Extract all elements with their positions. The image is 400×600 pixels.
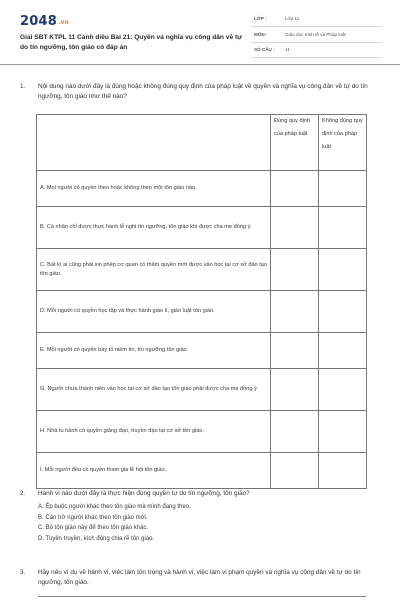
answer-options: [38, 502, 191, 544]
answer-cell-incorrect[interactable]: [319, 207, 367, 249]
statement-cell: C. Bất kì ai cũng phải xin phép cơ quan có thẩm quyền mới được vào học tại cơ sở đào tạo tôn giáo.: [37, 249, 271, 291]
answer-table: [36, 114, 367, 489]
answer-cell-incorrect[interactable]: [319, 369, 367, 411]
site-logo[interactable]: [20, 14, 69, 29]
meta-row-count: [252, 45, 382, 58]
answer-option[interactable]: C. Bỏ tôn giáo này để theo tôn giáo khác.: [38, 525, 149, 532]
answer-cell-incorrect[interactable]: [319, 333, 367, 369]
answer-cell-correct[interactable]: [271, 171, 319, 207]
meta-value: Lớp 11: [285, 16, 300, 21]
answer-cell-incorrect[interactable]: [319, 171, 367, 207]
statement-cell: A. Mọi người có quyền theo hoặc không theo một tôn giáo nào.: [37, 171, 271, 207]
table-row: [37, 453, 367, 489]
question-text: Hành vi nào dưới đây là thực hiện đúng quyền tự do tín ngưỡng, tôn giáo?: [38, 490, 250, 497]
answer-cell-incorrect[interactable]: [319, 453, 367, 489]
question-number: 1.: [20, 83, 26, 90]
header-divider: [0, 64, 400, 65]
statement-cell: I. Mỗi người đều có quyền tham gia lễ hội tôn giáo.: [37, 453, 271, 489]
meta-row-subject: [252, 30, 382, 43]
answer-cell-correct[interactable]: [271, 333, 319, 369]
answer-cell-correct[interactable]: [271, 369, 319, 411]
document-title: Giải SBT KTPL 11 Cánh diều Bài 21: Quyền và nghĩa vụ công dân về tự do tín ngưỡng, tôn giáo có đáp án: [20, 34, 242, 51]
answer-cell-incorrect[interactable]: [319, 411, 367, 453]
table-row: [37, 249, 367, 291]
answer-cell-correct[interactable]: [271, 249, 319, 291]
table-row: [37, 171, 367, 207]
meta-label: SỐ CÂU :: [254, 47, 275, 52]
statement-cell: B. Cá nhân chỉ được thực hành lễ nghi tín ngưỡng, tôn giáo khi được cha mẹ đồng ý.: [37, 207, 271, 249]
meta-label: MÔN :: [254, 31, 268, 37]
table-header-row: [37, 115, 367, 171]
table-header-cell: [37, 115, 271, 171]
meta-row-class: [252, 14, 382, 27]
answer-line: [38, 596, 366, 597]
statement-cell: G. Người chưa thành niên vào học tại cơ sở đào tạo tôn giáo phải được cha mẹ đồng ý.: [37, 369, 271, 411]
answer-option[interactable]: A. Ép buộc người khác theo tôn giáo mà mình đang theo.: [38, 504, 191, 510]
meta-label: LỚP :: [254, 16, 267, 21]
meta-value: Giáo dục Kinh tế và Pháp luật: [285, 31, 346, 37]
table-row: [37, 333, 367, 369]
answer-option[interactable]: D. Tuyên truyền, kích động chia rẽ tôn giáo.: [38, 535, 155, 542]
table-row: [37, 207, 367, 249]
question-text: Nội dung nào dưới đây là đúng hoặc không đúng quy định của pháp luật về quyền và nghĩa vụ công dân về tự do tín ngưỡng, tôn giáo như thế nào?: [38, 83, 368, 100]
table-header-cell: Đúng quy định của pháp luật: [271, 115, 319, 171]
statement-cell: D. Mỗi người có quyền học tập và thực hành giáo lí, giáo luật tôn giáo.: [37, 291, 271, 333]
answer-cell-correct[interactable]: [271, 411, 319, 453]
statement-cell: H. Nhà tu hành có quyền giảng đạo, truyền đạo tại cơ sở tôn giáo.: [37, 411, 271, 453]
answer-cell-incorrect[interactable]: [319, 249, 367, 291]
table-row: [37, 369, 367, 411]
question-number: 2.: [20, 490, 26, 497]
table-header-cell: Không đúng quy định của pháp luật: [319, 115, 367, 171]
answer-cell-incorrect[interactable]: [319, 291, 367, 333]
document-header: [0, 0, 400, 62]
answer-cell-correct[interactable]: [271, 453, 319, 489]
answer-cell-correct[interactable]: [271, 291, 319, 333]
answer-option[interactable]: B. Cản trở người khác theo tôn giáo mới.: [38, 514, 148, 521]
question-number: 3.: [20, 569, 26, 576]
table-row: [37, 291, 367, 333]
table-row: [37, 411, 367, 453]
logo-text: 2048: [20, 14, 57, 29]
meta-value: 11: [285, 47, 290, 52]
question-text: Hãy nêu ví dụ về hành vi, việc làm tôn trọng và hành vi, việc làm vi phạm quyền và nghĩa vụ công dân về tự do tín ngưỡng, tôn giáo.: [38, 569, 361, 586]
document-meta: [252, 14, 382, 61]
statement-cell: E. Mỗi người có quyền bày tỏ niềm tin, tín ngưỡng tôn giáo.: [37, 333, 271, 369]
answer-cell-correct[interactable]: [271, 207, 319, 249]
logo-suffix: .vn: [57, 19, 70, 26]
